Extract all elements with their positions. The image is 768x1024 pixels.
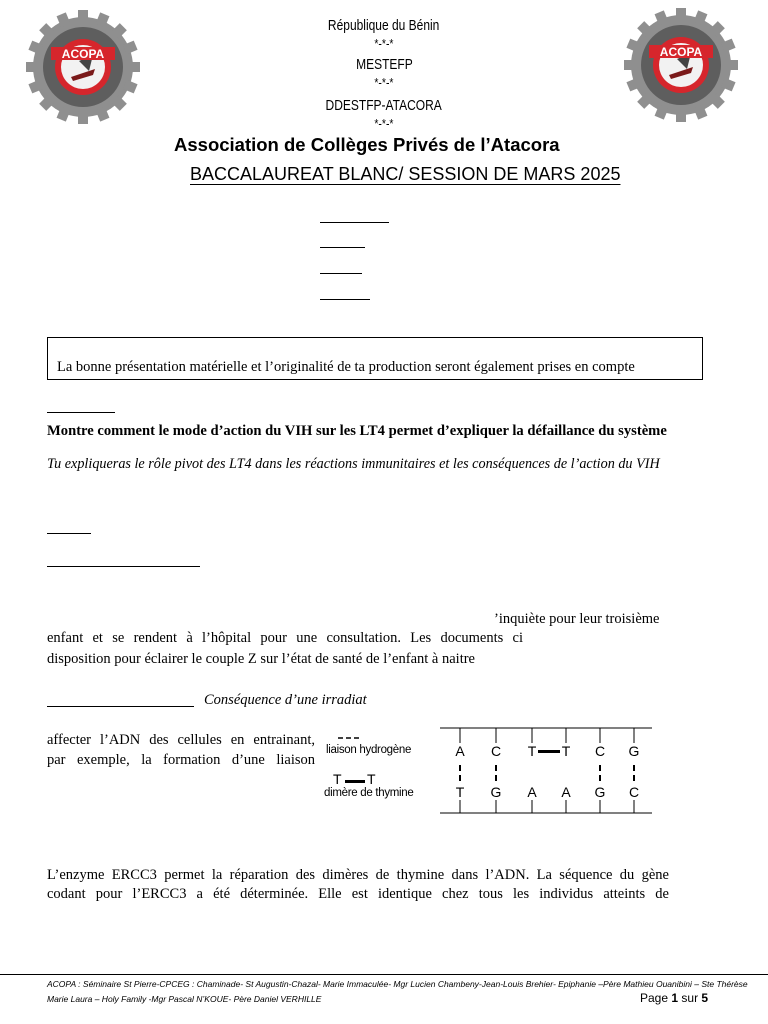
hydrogen-bond-symbol: [338, 735, 362, 741]
dna-base-bottom: A: [561, 784, 571, 800]
exam-title: BACCALAUREAT BLANC/ SESSION DE MARS 2025: [190, 164, 621, 184]
blank-line: [320, 299, 370, 300]
paragraph-line: L’enzyme ERCC3 permet la réparation des dimères de thymine dans l’ADN. La séquence du gène: [47, 867, 669, 883]
dna-base-top: C: [490, 743, 502, 759]
header-country: République du Bénin: [328, 17, 440, 34]
footer-rule: [0, 974, 768, 975]
paragraph-line: ’inquiète pour leur troisième: [494, 611, 660, 627]
question-statement: Montre comment le mode d’action du VIH sur les LT4 permet d’expliquer la défaillance du système: [47, 423, 667, 439]
paragraph-line: affecter l’ADN des cellules en entrainant,: [47, 732, 315, 748]
dimer-symbol-left: T: [333, 771, 342, 787]
dna-base-bottom: G: [594, 784, 606, 800]
paragraph-line: codant pour l’ERCC3 a été déterminée. Elle est identique chez tous les individus atteints de: [47, 886, 669, 902]
footer-schools-line: Marie Laura – Holy Family -Mgr Pascal N’KOUE- Père Daniel VERHILLE: [47, 994, 322, 1004]
svg-text:ACOPA: ACOPA: [61, 47, 105, 61]
header-ministry: MESTEFP: [355, 56, 413, 73]
dna-base-bottom: G: [490, 784, 502, 800]
blank-line: [47, 412, 115, 413]
dimer-bond: [345, 780, 365, 783]
paragraph-line: disposition pour éclairer le couple Z sur l’état de santé de l’enfant à naitre: [47, 651, 475, 667]
header-separator: *-*-*: [374, 116, 394, 131]
dna-diagram-lines: [440, 725, 655, 815]
dna-base-top: G: [628, 743, 640, 759]
paragraph-line: enfant et se rendent à l’hôpital pour une consultation. Les documents ci: [47, 630, 523, 646]
dna-base-bottom: A: [527, 784, 537, 800]
dna-base-bottom: T: [455, 784, 465, 800]
svg-text:ACOPA: ACOPA: [659, 45, 703, 59]
header-separator: *-*-*: [374, 36, 394, 51]
header-separator: *-*-*: [374, 75, 394, 90]
blank-line: [320, 247, 365, 248]
dna-base-top: A: [455, 743, 465, 759]
paragraph-line: par exemple, la formation d’une liaison: [47, 752, 315, 768]
association-title: Association de Collèges Privés de l’Atacora: [174, 134, 560, 155]
question-hint: Tu expliqueras le rôle pivot des LT4 dans les réactions immunitaires et les conséquences de l’action du VIH: [47, 456, 660, 472]
footer-schools-line: ACOPA : Séminaire St Pierre-CPCEG : Chaminade- St Augustin-Chazal- Marie Immaculée- Mgr Lucien Chambeny-Jean-Louis Brehier- Epiphanie –Père Mathieu Ouanibini – Ste Thérèse: [47, 979, 748, 989]
section-subtitle: Conséquence d’une irradiat: [204, 692, 367, 708]
notice-box: [47, 337, 703, 380]
blank-line: [47, 533, 91, 534]
blank-line: [320, 222, 389, 223]
dna-base-top: T: [561, 743, 571, 759]
dimer-label: dimère de thymine: [324, 787, 414, 799]
hydrogen-bond-label: liaison hydrogène: [326, 744, 412, 756]
page-number: Page 1 sur 5: [640, 991, 709, 1005]
blank-line: [47, 706, 194, 707]
blank-line: [47, 566, 200, 567]
dna-base-top: C: [594, 743, 606, 759]
blank-line: [320, 273, 362, 274]
dna-base-top: T: [527, 743, 537, 759]
notice-text: La bonne présentation matérielle et l’originalité de ta production seront également prises en compte: [57, 359, 635, 375]
dna-diagram: [440, 725, 655, 815]
dna-base-bottom: C: [628, 784, 640, 800]
dimer-symbol-right: T: [367, 771, 376, 787]
header-department: DDESTFP-ATACORA: [325, 97, 443, 114]
